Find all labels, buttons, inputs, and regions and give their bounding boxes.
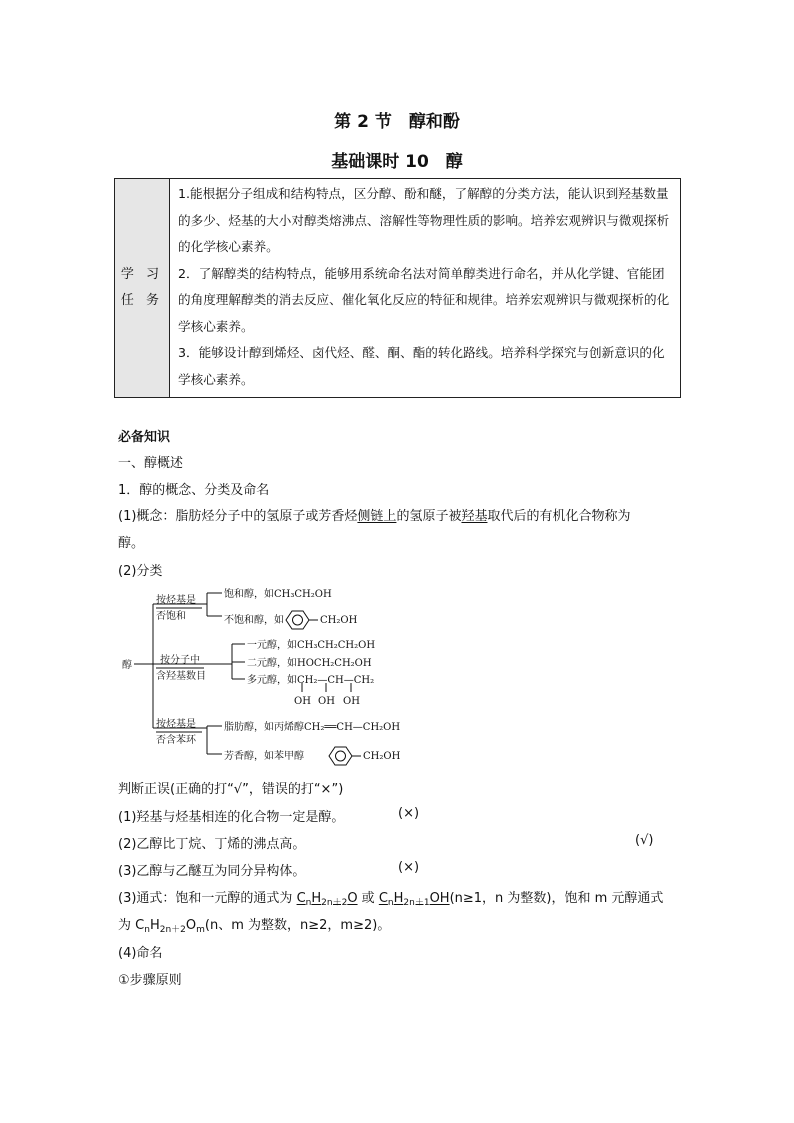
task-item: 3．能够设计醇到烯烃、卤代烃、醛、酮、酯的转化路线。培养科学探究与创新意识的化学核心素养。 xyxy=(178,345,665,387)
section-heading: 一、醇概述 xyxy=(118,456,184,471)
diagram-root: 醇 xyxy=(122,660,132,671)
naming-step: ①步骤原则 xyxy=(118,973,182,988)
concept-line: (1)概念：脂肪烃分子中的氢原子或芳香烃侧链上的氢原子被羟基取代后的有机化合物称为 xyxy=(118,509,631,524)
branch-label: 否含苯环 xyxy=(156,735,196,746)
answer-blank: 侧链上 xyxy=(357,509,397,524)
answer-blank: $C_nH_{2n+1}OH$ xyxy=(378,891,450,908)
branch-label: 按烃基是 xyxy=(156,595,196,606)
branch-item: 一元醇，如CH₃CH₂CH₂OH xyxy=(247,640,376,651)
judge-intro: 判断正误(正确的打“√”，错误的打“×”) xyxy=(118,782,344,797)
branch-item: 饱和醇，如CH₃CH₂OH xyxy=(224,589,332,600)
hydroxyl-label: OH xyxy=(343,696,360,707)
alcohol-classification-diagram xyxy=(118,582,448,772)
branch-label: 按分子中 xyxy=(160,655,200,666)
naming-heading: (4)命名 xyxy=(118,946,163,961)
task-item: 1.能根据分子组成和结构特点，区分醇、酚和醚，了解醇的分类方法，能认识到羟基数量的多少、烃基的大小对醇类熔沸点、溶解性等物理性质的影响。培养宏观辨识与微观探析的化学核心素养。 xyxy=(178,186,670,254)
section-title: 第 2 节 醇和酚 xyxy=(334,112,460,132)
judge-item: (3)乙醇与乙醚互为同分异构体。 xyxy=(118,864,306,879)
general-formula-line-2: 为 $C_nH_{2n+2}O_m(n$、m 为整数，n≥2，m≥2)。 xyxy=(118,918,391,935)
knowledge-heading: 必备知识 xyxy=(118,430,171,445)
branch-label: 否饱和 xyxy=(156,611,186,622)
branch-item-suffix: CH₂OH xyxy=(363,751,401,762)
general-formula-line: (3)通式：饱和一元醇的通式为 $C_nH_{2n+2}O$ 或 $C_nH_{2n+1}OH(n\ge 1$，n 为整数)，饱和 m 元醇通式 xyxy=(118,891,664,908)
classification-heading: (2)分类 xyxy=(118,564,163,579)
task-item: 2．了解醇类的结构特点，能够用系统命名法对简单醇类进行命名，并从化学键、官能团的角度理解醇类的消去反应、催化氧化反应的特征和规律。培养宏观辨识与微观探析的化学核心素养。 xyxy=(178,265,670,334)
judge-mark: (√) xyxy=(635,833,654,848)
branch-item: 不饱和醇，如 xyxy=(224,615,284,626)
answer-blank: 羟基 xyxy=(461,509,488,524)
branch-item: 多元醇，如CH₂—CH—CH₂ xyxy=(247,675,375,686)
concept-line-2: 醇。 xyxy=(118,536,145,551)
judge-item: (2)乙醇比丁烷、丁烯的沸点高。 xyxy=(118,837,306,852)
learning-tasks-content xyxy=(170,179,681,398)
lesson-title: 基础课时 10 醇 xyxy=(331,152,463,172)
branch-item: 芳香醇，如苯甲醇 xyxy=(224,751,304,762)
judge-mark: (×) xyxy=(398,806,420,821)
judge-item: (1)羟基与烃基相连的化合物一定是醇。 xyxy=(118,810,345,825)
judge-mark: (×) xyxy=(398,860,420,875)
hydroxyl-label: OH xyxy=(318,696,335,707)
branch-item-suffix: CH₂OH xyxy=(320,615,358,626)
hydroxyl-label: OH xyxy=(294,696,311,707)
branch-item: 脂肪醇，如丙烯醇CH₂══CH—CH₂OH xyxy=(224,722,401,733)
learning-tasks-label: 学 习 任 务 xyxy=(115,179,170,398)
answer-blank: $C_nH_{2n+2}O$ xyxy=(296,891,358,908)
branch-item: 二元醇，如HOCH₂CH₂OH xyxy=(247,658,372,669)
subsection-heading: 1．醇的概念、分类及命名 xyxy=(118,483,270,498)
branch-label: 按烃基是 xyxy=(156,719,196,730)
learning-tasks-table xyxy=(114,178,681,398)
branch-label: 含羟基数目 xyxy=(156,671,206,682)
